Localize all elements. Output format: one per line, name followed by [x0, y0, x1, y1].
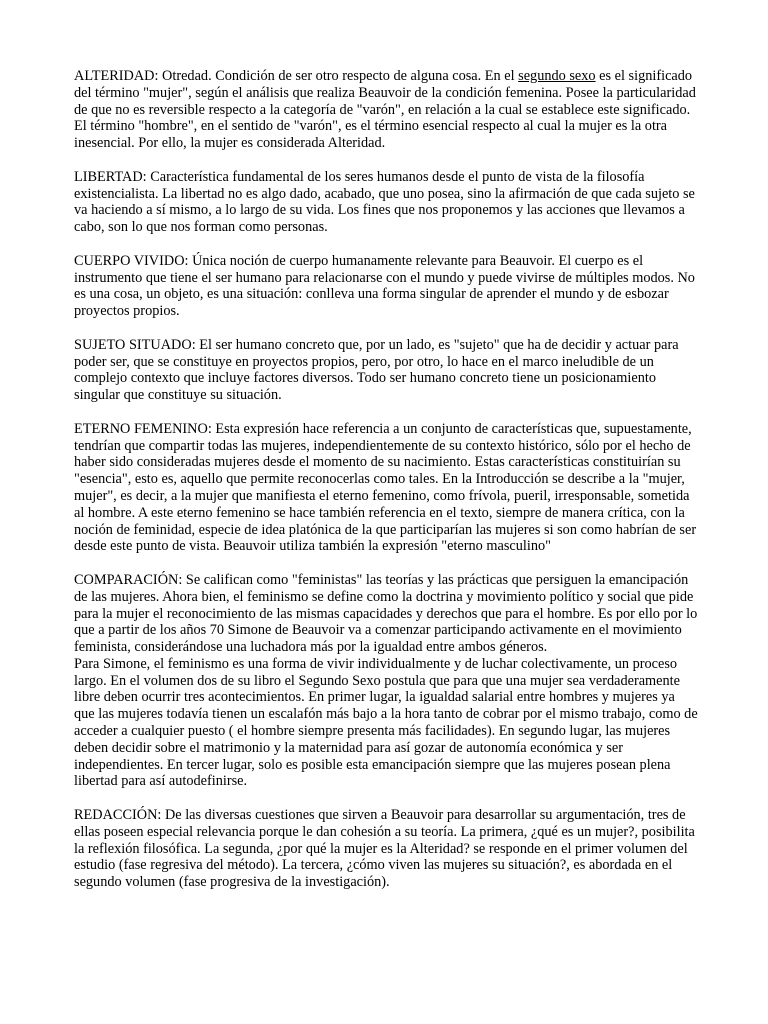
segundo-sexo-link[interactable]: segundo sexo [518, 68, 596, 84]
paragraph-cuerpo-vivido: CUERPO VIVIDO: Única noción de cuerpo humanamente relevante para Beauvoir. El cuerpo es el instrumento que tiene el ser humano para relacionarse con el mundo y puede vivirse de múltiples modos. No es una cosa, un objeto, es una situación: conlleva una forma singular de aprender el mundo y de esbozar proyectos propios. [74, 252, 695, 320]
paragraph-eterno-femenino: ETERNO FEMENINO: Esta expresión hace referencia a un conjunto de características que, supuestamente, tendrían que compartir todas las mujeres, independientemente de su contexto histórico, sólo por el hecho de haber sido consideradas mujeres desde el momento de su nacimiento. Estas características constituirían su "esencia", esto es, aquello que permite reconocerlas como tales. En la Introducción se describe a la "mujer, mujer", es decir, a la mujer que manifiesta el eterno femenino, como frívola, pueril, irresponsable, sometida al hombre. A este eterno femenino se hace también referencia en el texto, siempre de manera crítica, con la noción de feminidad, especie de idea platónica de la que participarían las mujeres si son como habrían de ser desde este punto de vista. Beauvoir utiliza también la expresión "eterno masculino" [74, 420, 697, 555]
alteridad-text-start: ALTERIDAD: Otredad. Condición de ser otro respecto de alguna cosa. En el [74, 68, 519, 84]
paragraph-sujeto-situado: SUJETO SITUADO: El ser humano concreto que, por un lado, es "sujeto" que ha de decidir y actuar para poder ser, que se constituye en proyectos propios, pero, por otro, lo hace en el marco ineludible de un complejo contexto que incluye factores diversos. Todo ser humano concreto tiene un posicionamiento singular que constituye su situación. [74, 336, 679, 404]
paragraph-alteridad [74, 68, 698, 152]
paragraph-comparacion: COMPARACIÓN: Se califican como "feministas" las teorías y las prácticas que persiguen la emancipación de las mujeres. Ahora bien, el feminismo se define como la doctrina y movimiento político y social que pide para la mujer el reconocimiento de las mismas capacidades y derechos que para el hombre. Es por ello por lo que a partir de los años 70 Simone de Beauvoir va a comenzar participando activamente en el movimiento feminista, considerándose una luchadora más por la igualdad entre ambos géneros. [74, 571, 698, 656]
paragraph-comparacion-continued: Para Simone, el feminismo es una forma de vivir individualmente y de luchar colectivamente, un proceso largo. En el volumen dos de su libro el Segundo Sexo postula que para que una mujer sea verdaderamente libre deben ocurrir tres acontecimientos. En primer lugar, la igualdad salarial entre hombres y mujeres ya que las mujeres todavía tienen un escalafón más bajo a la hora tanto de cobrar por el mismo trabajo, como de acceder a cualquier puesto ( el hombre siempre presenta más facilidades). En segundo lugar, las mujeres deben decidir sobre el matrimonio y la maternidad para así gozar de autonomía económica y ser independientes. En tercer lugar, solo es posible esta emancipación siempre que las mujeres posean plena libertad para así autodefinirse. [74, 655, 698, 790]
alteridad-text-end: es el significado del término "mujer", según el análisis que realiza Beauvoir de la condición femenina. Posee la particularidad de que no es reversible respecto a la categoría de "varón", en relación a la cual se establece este significado. El término "hombre", en el sentido de "varón", es el término esencial respecto al cual la mujer es la otra inesencial. Por ello, la mujer es considerada Alteridad. [74, 68, 696, 152]
paragraph-redaccion: REDACCIÓN: De las diversas cuestiones que sirven a Beauvoir para desarrollar su argumentación, tres de ellas poseen especial relevancia porque le dan cohesión a su teoría. La primera, ¿qué es un mujer?, posibilita la reflexión filosófica. La segunda, ¿por qué la mujer es la Alteridad? se responde en el primer volumen del estudio (fase regresiva del método). La tercera, ¿cómo viven las mujeres su situación?, es abordada en el segundo volumen (fase progresiva de la investigación). [74, 807, 695, 891]
document-page [74, 68, 698, 908]
paragraph-libertad: LIBERTAD: Característica fundamental de los seres humanos desde el punto de vista de la filosofía existencialista. La libertad no es algo dado, acabado, que uno posea, sino la afirmación de que cada sujeto se va haciendo a sí mismo, a lo largo de su vida. Los fines que nos proponemos y las acciones que llevamos a cabo, son lo que nos forman como personas. [74, 168, 695, 236]
